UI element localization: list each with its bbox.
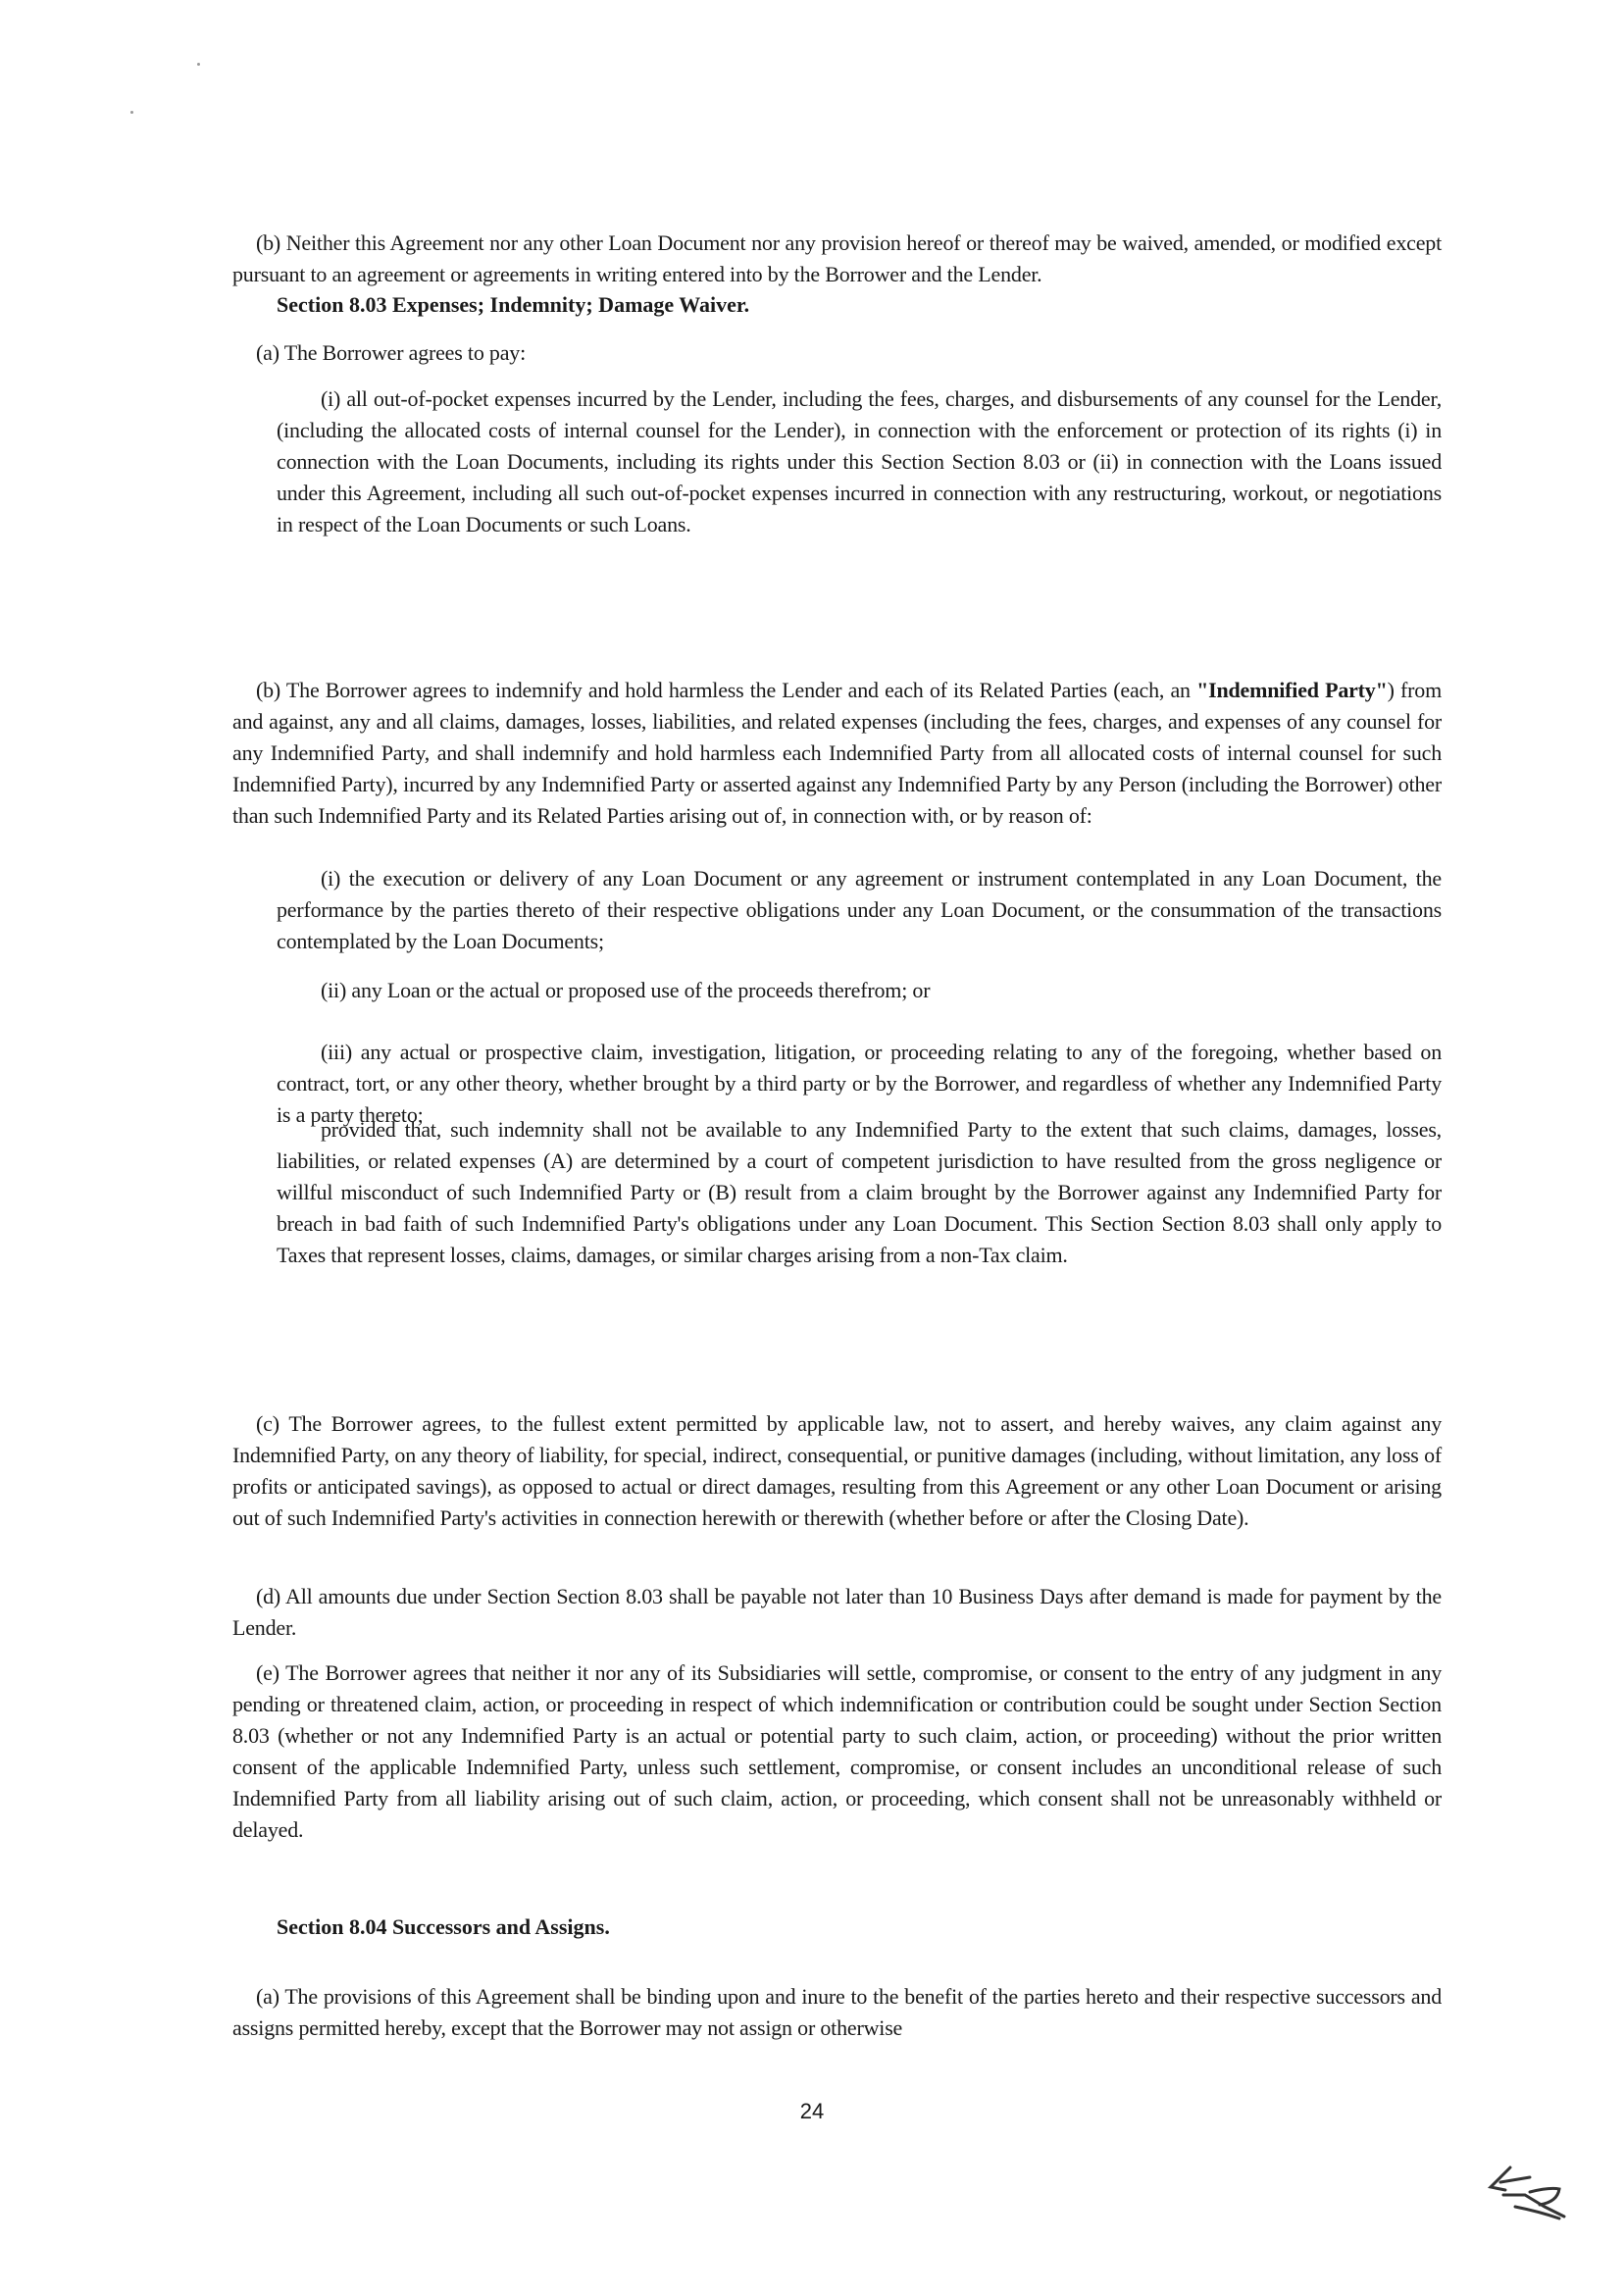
- paragraph-b-iii: (iii) any actual or prospective claim, investigation, litigation, or proceeding relating to any of the foregoing, whether based on contract, tort, or any other theory, whether brought by a third party or by the Borrower, and regardless of whether any Indemnified Party is a party thereto;: [277, 1040, 1442, 1127]
- paragraph-provided: provided that, such indemnity shall not be available to any Indemnified Party to the extent that such claims, damages, losses, liabilities, or related expenses (A) are determined by a court of competent jurisdiction to have resulted from the gross negligence or willful misconduct of such Indemnified Party or (B) result from a claim brought by the Borrower against any Indemnified Party for breach in bad faith of such Indemnified Party's obligations under any Loan Document. This Section Section 8.03 shall only apply to Taxes that represent losses, claims, damages, or similar charges arising from a non-Tax claim.: [277, 1117, 1442, 1267]
- paragraph-a-i: (i) all out-of-pocket expenses incurred by the Lender, including the fees, charges, and disbursements of any counsel for the Lender, (including the allocated costs of internal counsel for the Lender), in connection with the enforcement or protection of its rights (i) in connection with the Loan Documents, including its rights under this Section Section 8.03 or (ii) in connection with the Loans issued under this Agreement, including all such out-of-pocket expenses incurred in connection with any restructuring, workout, or negotiations in respect of the Loan Documents or such Loans.: [277, 386, 1442, 536]
- text: (b) The Borrower agrees to indemnify and hold harmless the Lender and each of its Related Parties (each, an: [256, 678, 1197, 702]
- paragraph-c: (c) The Borrower agrees, to the fullest extent permitted by applicable law, not to assert, and hereby waives, any claim against any Indemnified Party, on any theory of liability, for special, indirect, consequential, or punitive damages (including, without limitation, any loss of profits or anticipated savings), as opposed to actual or direct damages, resulting from this Agreement or any other Loan Document or arising out of such Indemnified Party's activities in connection herewith or therewith (whether before or after the Closing Date).: [232, 1411, 1442, 1530]
- scan-speck: [197, 63, 200, 66]
- page-number: 24: [799, 2099, 825, 2123]
- paragraph-a-pay: (a) The Borrower agrees to pay:: [256, 340, 526, 365]
- scan-speck: [130, 111, 133, 114]
- section-8-03-heading: Section 8.03 Expenses; Indemnity; Damage Waiver.: [277, 292, 750, 317]
- paragraph-b-i: (i) the execution or delivery of any Loan Document or any agreement or instrument contemplated in any Loan Document, the performance by the parties thereto of their respective obligations under any Loan Document, or the consummation of the transactions contemplated by the Loan Documents;: [277, 866, 1442, 953]
- defined-term: "Indemnified Party": [1196, 678, 1388, 702]
- paragraph-d: (d) All amounts due under Section Section 8.03 shall be payable not later than 10 Business Days after demand is made for payment by the Lender.: [232, 1584, 1442, 1640]
- initials-signature: [1471, 2158, 1589, 2241]
- paragraph-b-ii: (ii) any Loan or the actual or proposed use of the proceeds therefrom; or: [321, 978, 931, 1002]
- text: ) from and against, any and all claims, damages, losses, liabilities, and related expenses (including the fees, charges, and expenses of any counsel for any Indemnified Party, and shall indemnify and hold harmless each Indemnified Party from all allocated costs of internal counsel for such Indemnified Party), incurred by any Indemnified Party or asserted against any Indemnified Party by any Person (including the Borrower) other than such Indemnified Party and its Related Parties arising out of, in connection with, or by reason of:: [232, 678, 1442, 828]
- paragraph-b-waiver: (b) Neither this Agreement nor any other Loan Document nor any provision hereof or thereof may be waived, amended, or modified except pursuant to an agreement or agreements in writing entered into by the Borrower and the Lender.: [232, 230, 1442, 286]
- paragraph-a-successors: (a) The provisions of this Agreement shall be binding upon and inure to the benefit of the parties hereto and their respective successors and assigns permitted hereby, except that the Borrower may not assign or otherwise: [232, 1984, 1442, 2040]
- paragraph-e: (e) The Borrower agrees that neither it nor any of its Subsidiaries will settle, compromise, or consent to the entry of any judgment in any pending or threatened claim, action, or proceeding in respect of which indemnification or contribution could be sought under Section Section 8.03 (whether or not any Indemnified Party is an actual or potential party to such claim, action, or proceeding) without the prior written consent of the applicable Indemnified Party, unless such settlement, compromise, or consent includes an unconditional release of such Indemnified Party from all liability arising out of such claim, action, or proceeding, which consent shall not be unreasonably withheld or delayed.: [232, 1660, 1442, 1842]
- section-8-04-heading: Section 8.04 Successors and Assigns.: [277, 1914, 610, 1939]
- paragraph-b-indemnify: [232, 675, 1442, 832]
